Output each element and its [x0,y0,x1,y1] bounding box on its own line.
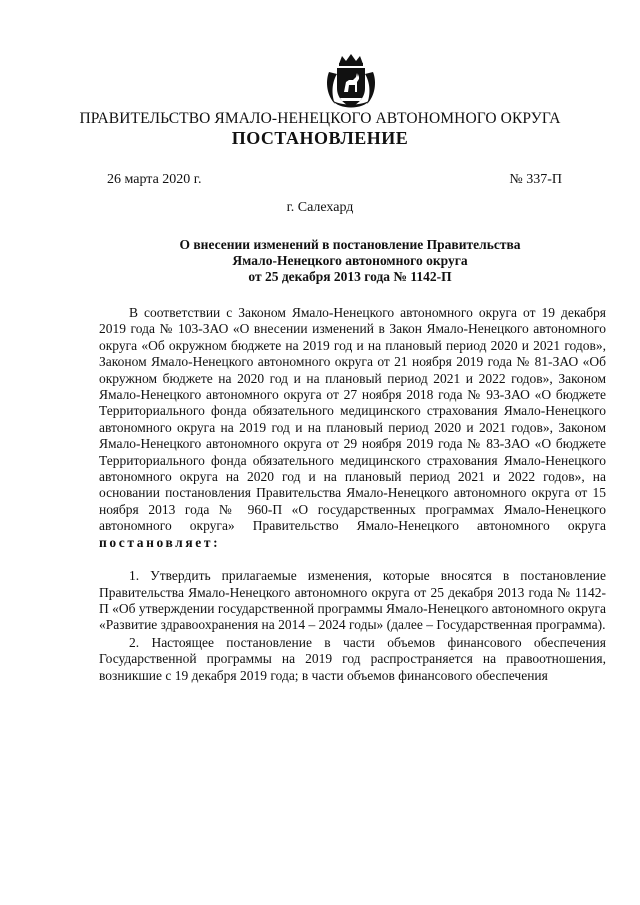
document-type: ПОСТАНОВЛЕНИЕ [231,128,409,148]
subject-line-1: О внесении изменений в постановление Правительства [179,237,521,252]
item-1-paragraph: 1. Утвердить прилагаемые изменения, которые вносятся в постановление Правительства Ямало-Ненецкого автономного округа от 25 декабря 2013 года № 1142-П «Об утверждении государственной программы Ямало-Ненецкого автономного округа «Развитие здравоохранения на 2014 – 2024 годы» (далее – Государственная программа). [99,568,606,633]
government-title: ПРАВИТЕЛЬСТВО ЯМАЛО-НЕНЕЦКОГО АВТОНОМНОГО ОКРУГА [79,110,561,127]
subject-line-2: Ямало-Ненецкого автономного округа [232,253,468,268]
document-number: № 337-П [509,172,562,187]
subject-line-3: от 25 декабря 2013 года № 1142-П [248,269,452,284]
item-2-paragraph: 2. Настоящее постановление в части объемов финансового обеспечения Государственной программы на 2019 год распространяется на правоотношения, возникшие с 19 декабря 2019 года; в части объемов финансового обеспечения [99,634,606,683]
yanao-coat-of-arms-icon [323,52,379,112]
document-body [99,305,606,684]
preamble-paragraph [99,305,606,551]
decree-word: постановляет: [99,534,221,550]
document-date: 26 марта 2020 г. [107,172,202,187]
document-city: г. Салехард [286,200,354,215]
document-subject [130,237,570,285]
preamble-text: В соответствии с Законом Ямало-Ненецкого автономного округа от 19 декабря 2019 года № 103-ЗАО «О внесении изменений в Закон Ямало-Ненецкого автономного округа «Об окружном бюджете на 2019 год и на плановый период 2020 и 2021 годов», Законом Ямало-Ненецкого автономного округа от 21 ноября 2019 года № 81-ЗАО «Об окружном бюджете на 2020 год и на плановый период 2021 и 2022 годов», Законом Ямало-Ненецкого автономного округа от 27 ноября 2018 года № 93-ЗАО «О бюджете Территориального фонда обязательного медицинского страхования Ямало-Ненецкого автономного округа на 2019 год и на плановый период 2020 и 2021 годов», Законом Ямало-Ненецкого автономного округа от 29 ноября 2019 года № 83-ЗАО «О бюджете Территориального фонда обязательного медицинского страхования Ямало-Ненецкого автономного округа на 2020 год и на плановый период 2021 и 2022 годов», на основании постановления Правительства Ямало-Ненецкого автономного округа от 15 ноября 2013 года № 960-П «О государственных программах Ямало-Ненецкого автономного округа» Правительство Ямало-Ненецкого автономного округа [99,305,606,534]
